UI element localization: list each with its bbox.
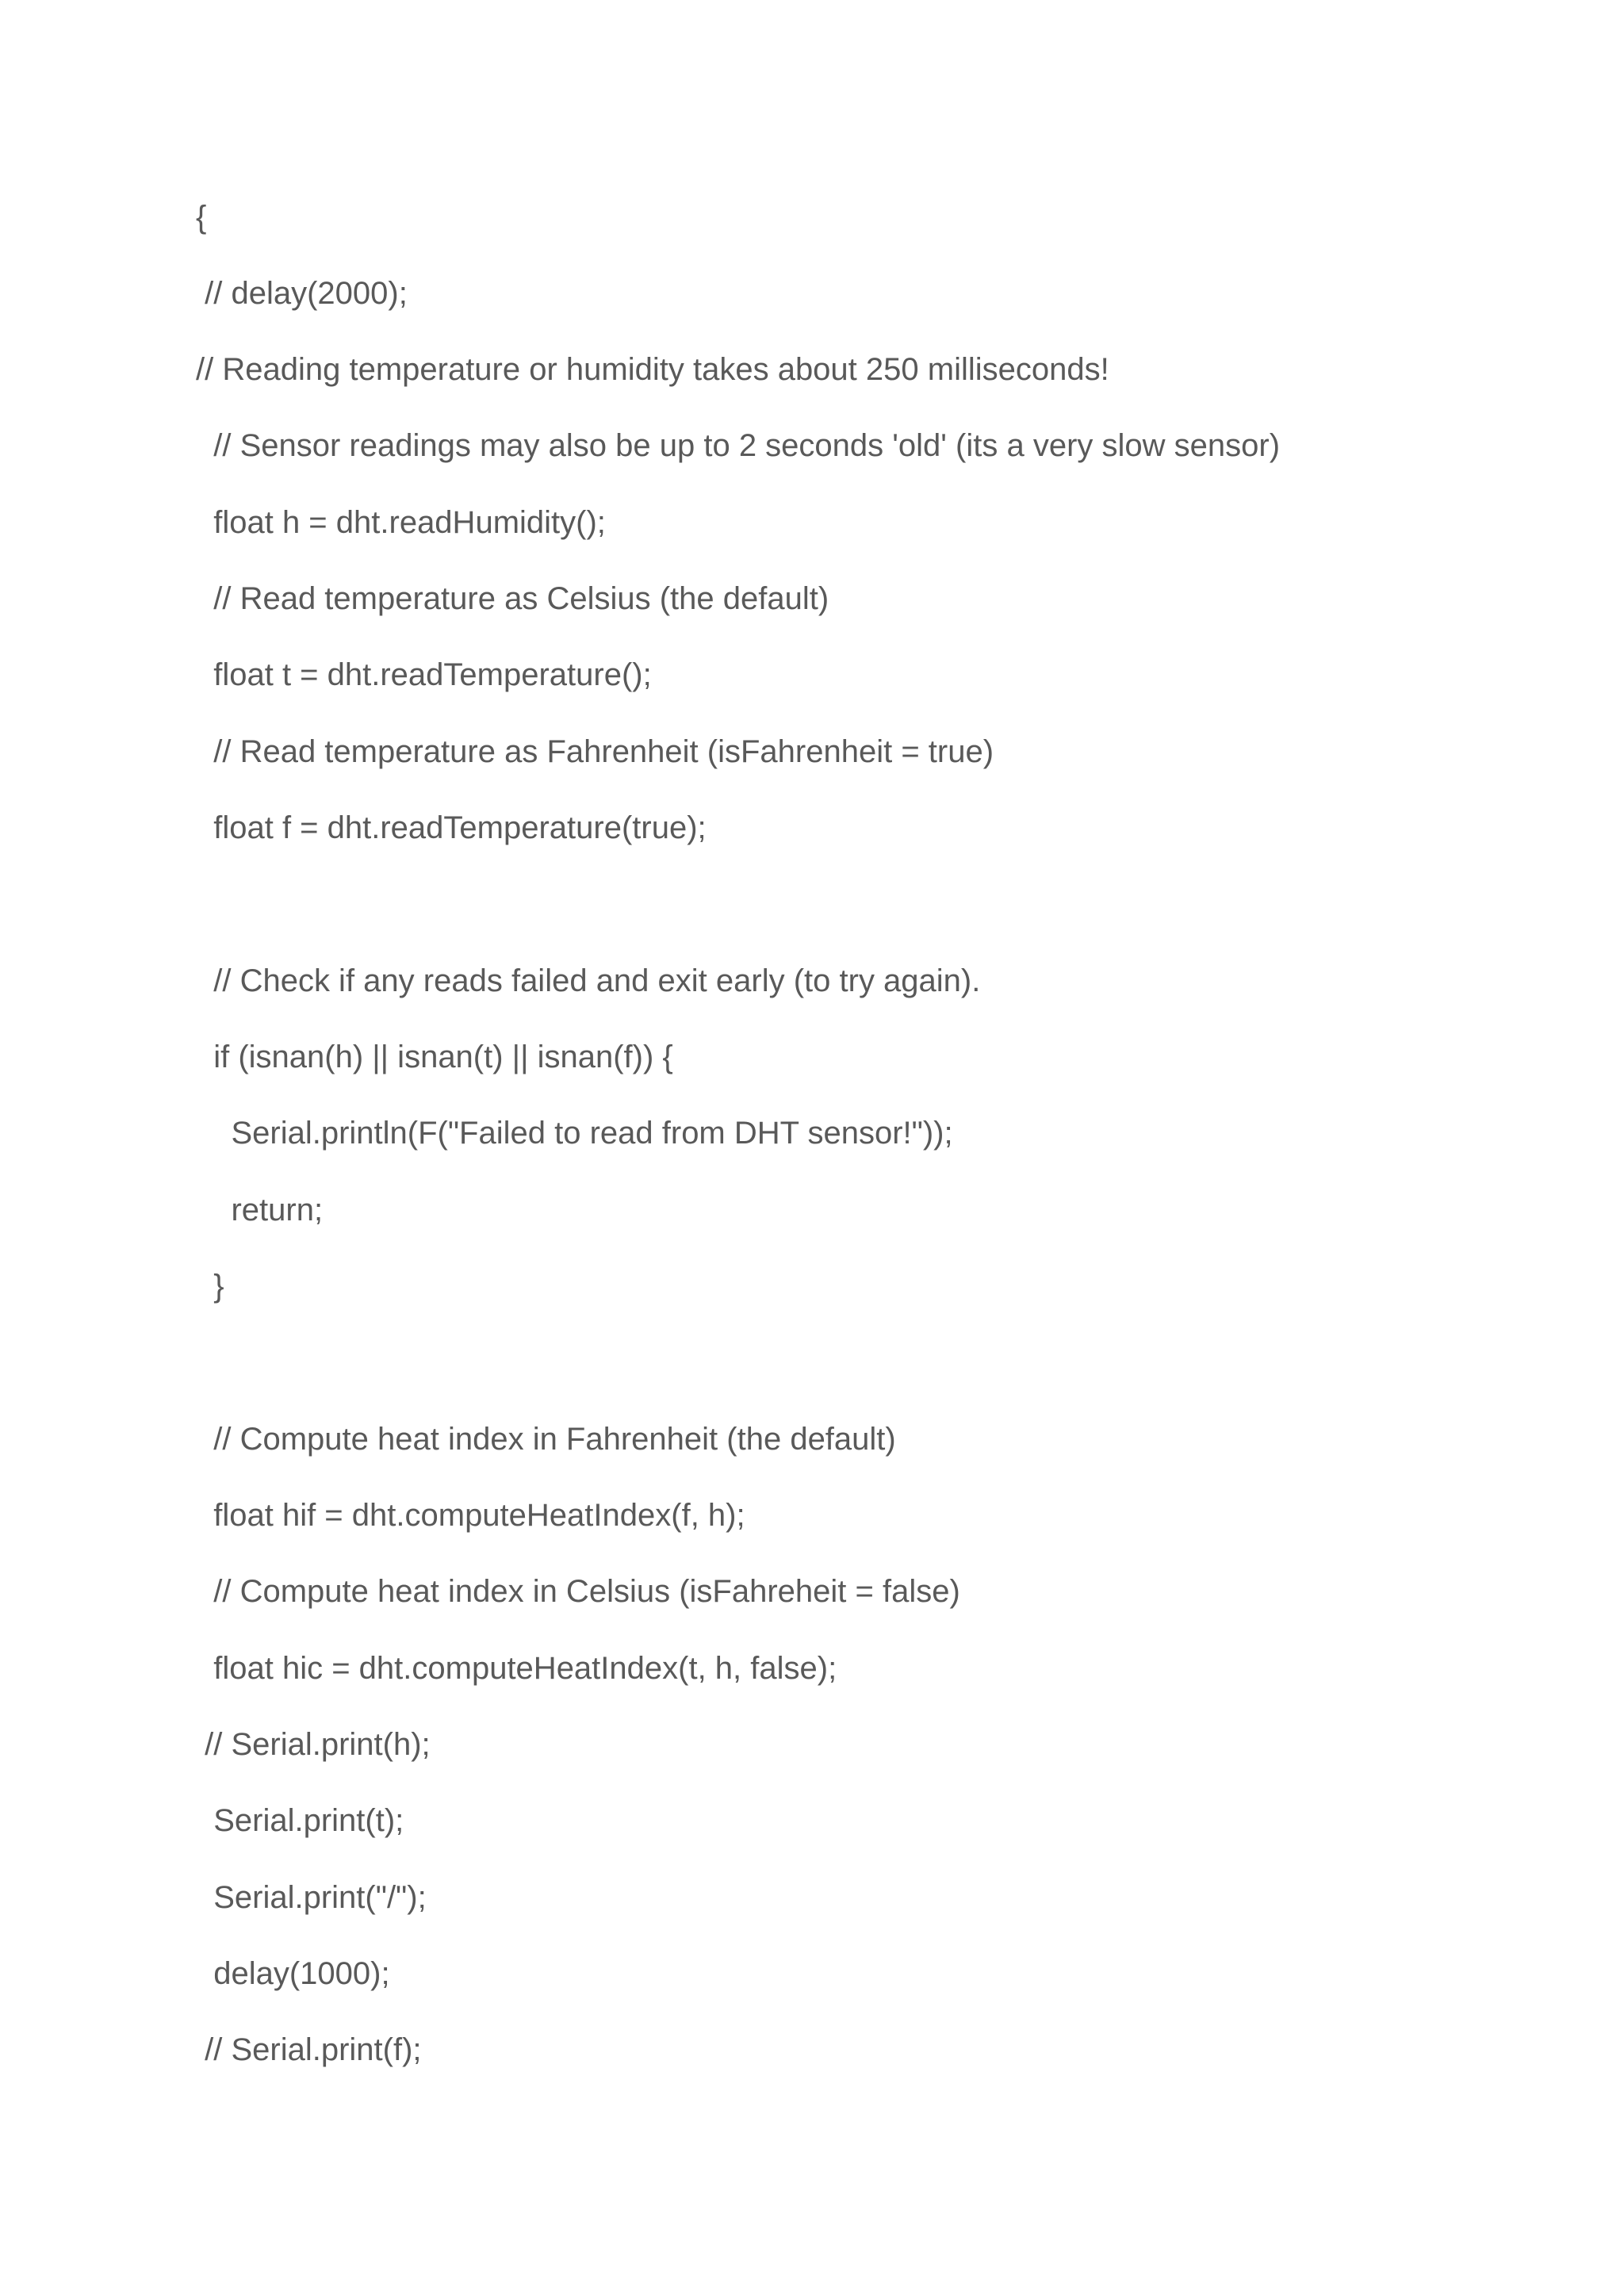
code-line: } [196,1269,224,1304]
code-line: return; [196,1193,324,1227]
code-line: Serial.print("/"); [196,1880,427,1915]
code-line: // delay(2000); [196,276,408,311]
code-line: float t = dht.readTemperature(); [196,657,652,692]
code-line: { [196,200,207,235]
code-line: // Serial.print(f); [196,2032,422,2067]
code-line: float h = dht.readHumidity(); [196,505,606,540]
code-line: delay(1000); [196,1956,390,1991]
code-line: // Compute heat index in Celsius (isFahreheit = false) [196,1574,960,1609]
code-line: // Read temperature as Fahrenheit (isFahrenheit = true) [196,734,994,769]
code-line: // Sensor readings may also be up to 2 seconds 'old' (its a very slow sensor) [196,428,1281,463]
code-line: Serial.print(t); [196,1803,404,1838]
code-line: // Read temperature as Celsius (the default) [196,581,829,616]
code-line: float hif = dht.computeHeatIndex(f, h); [196,1498,745,1533]
code-line: if (isnan(h) || isnan(t) || isnan(f)) { [196,1040,673,1074]
code-line: // Compute heat index in Fahrenheit (the default) [196,1422,896,1457]
code-line: // Check if any reads failed and exit early (to try again). [196,963,981,998]
code-line: // Serial.print(h); [196,1727,431,1762]
code-line: float f = dht.readTemperature(true); [196,810,707,845]
code-line: // Reading temperature or humidity takes about 250 milliseconds! [196,352,1109,387]
code-line: float hic = dht.computeHeatIndex(t, h, false); [196,1651,837,1686]
code-line: Serial.println(F("Failed to read from DHT sensor!")); [196,1116,953,1151]
